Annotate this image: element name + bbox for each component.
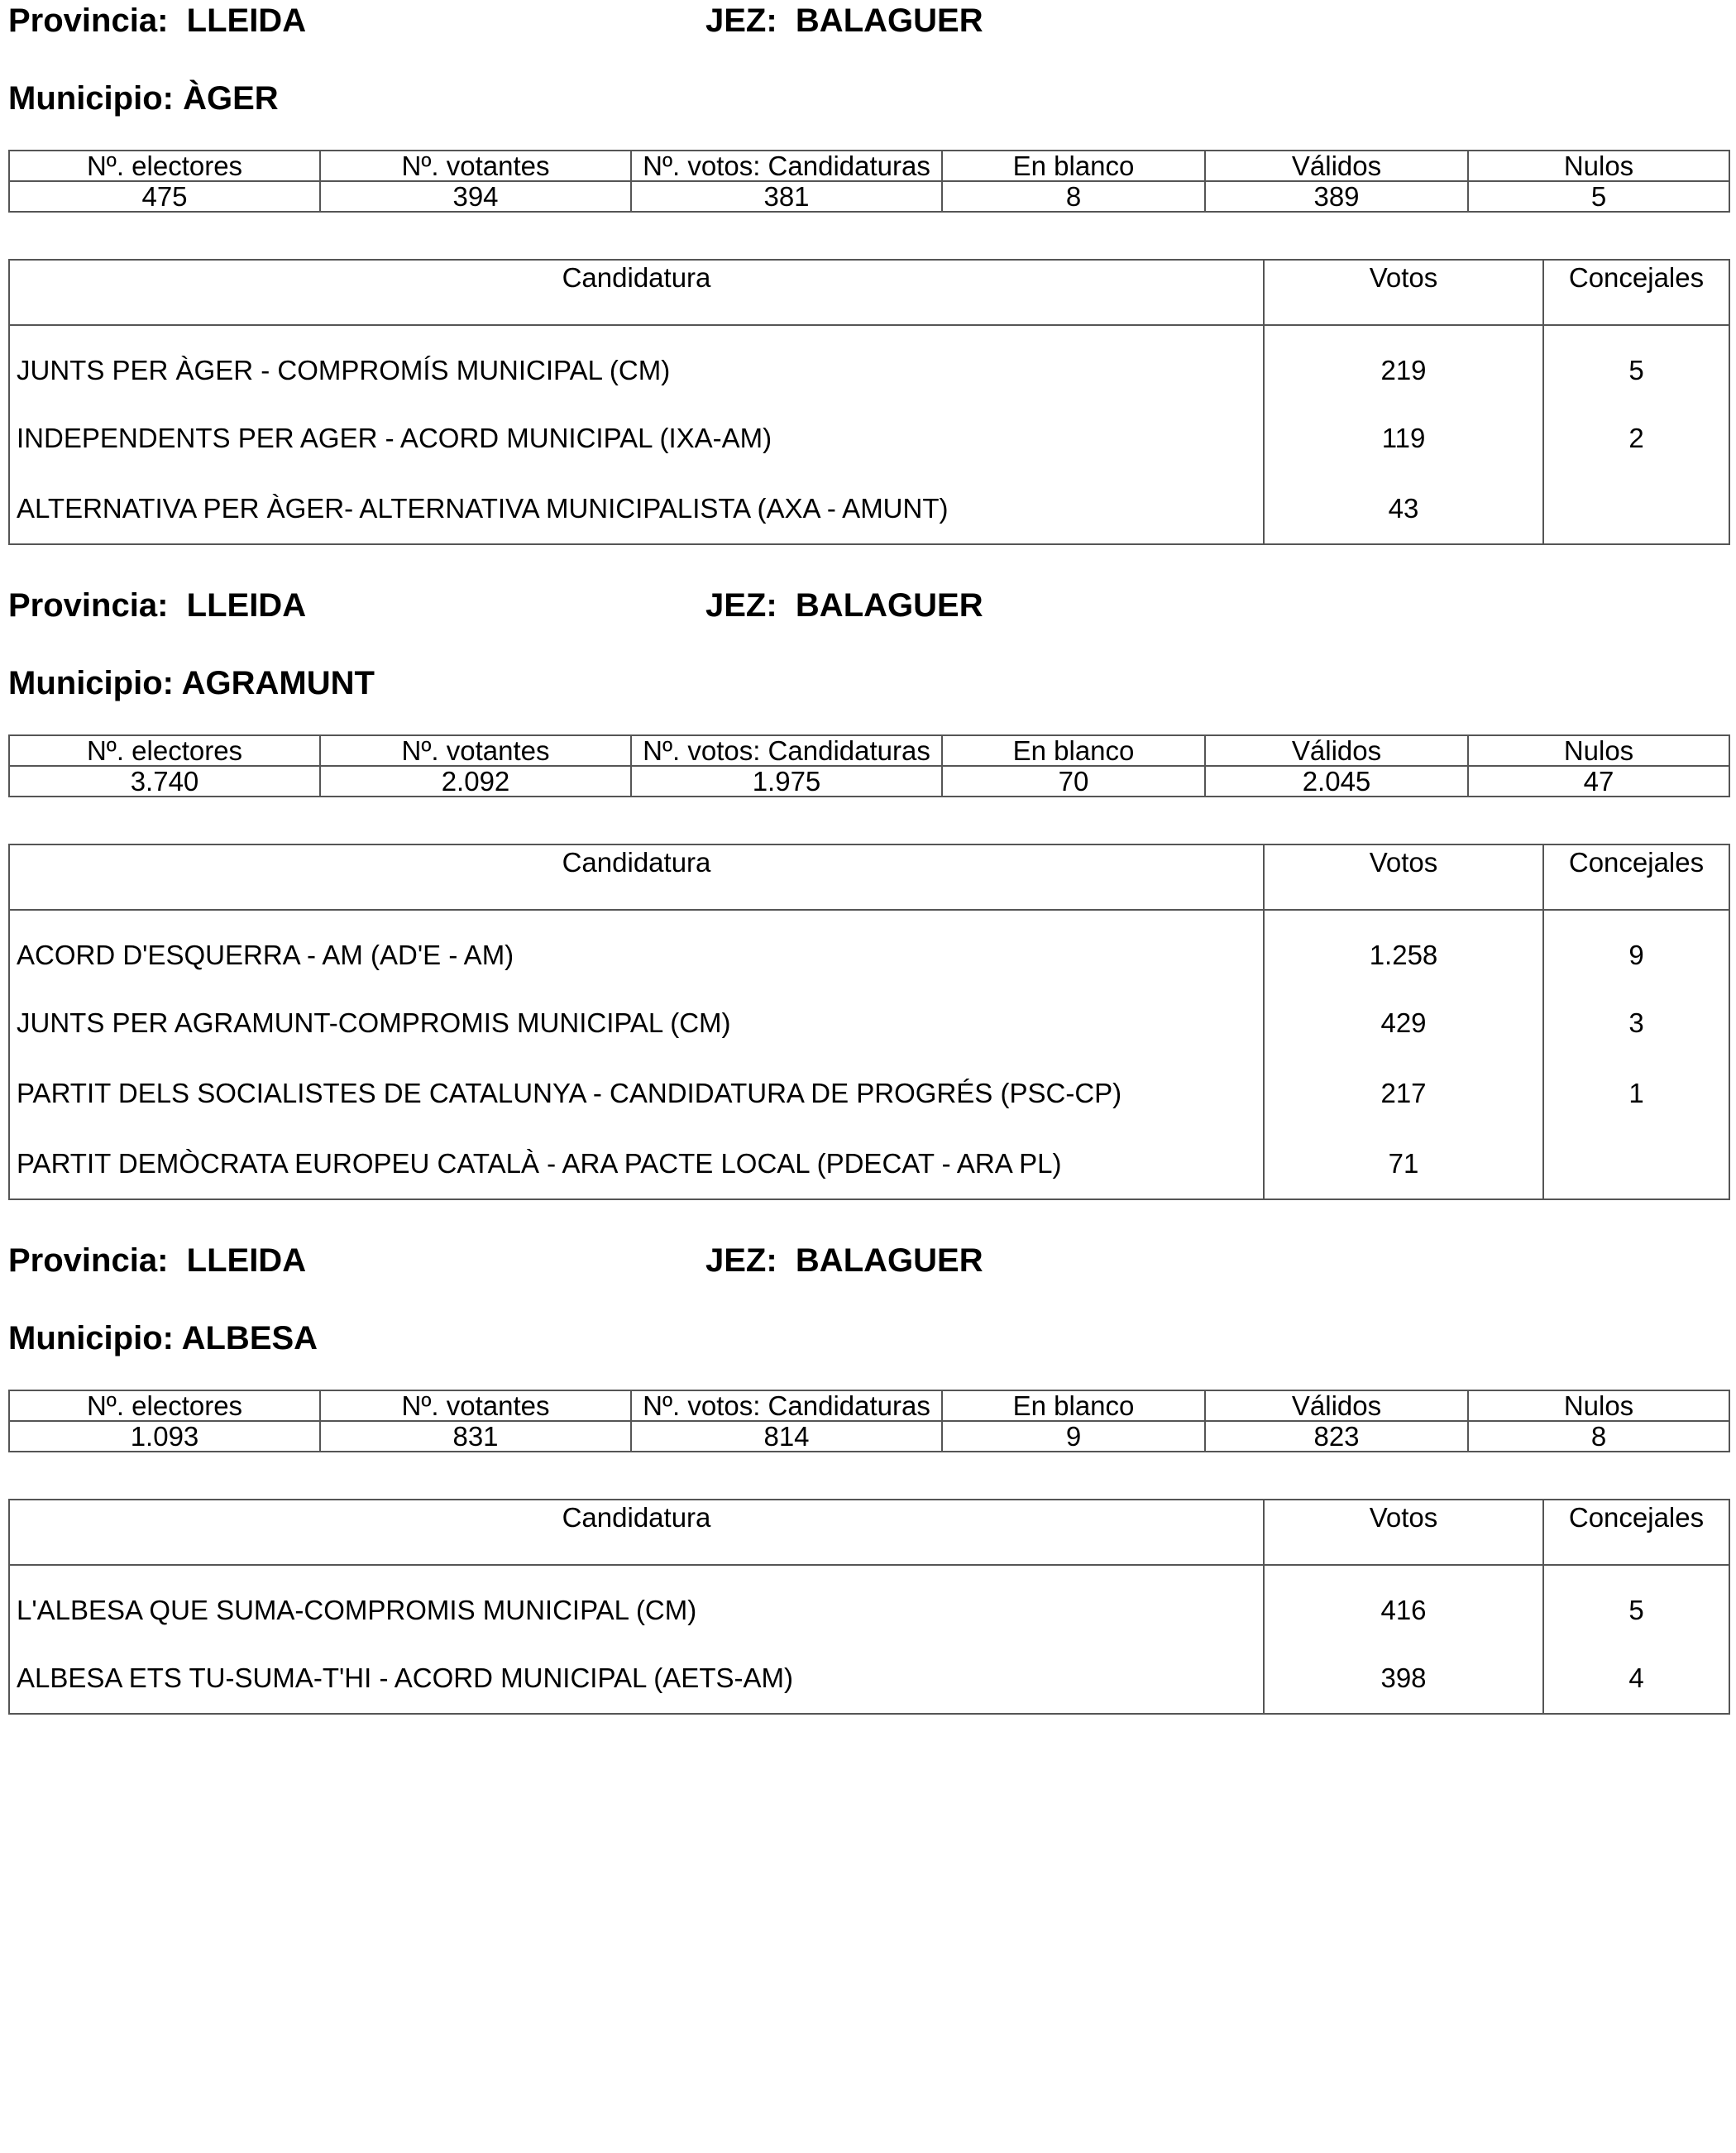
candidatura-row [9, 1565, 1729, 1643]
stats-value-cell: 8 [1468, 1421, 1729, 1452]
candidaturas-header-cell: Concejales [1543, 260, 1729, 325]
jez-label: JEZ: [705, 1242, 777, 1279]
provincia-label: Provincia: [8, 1242, 169, 1279]
jez-label: JEZ: [705, 2, 777, 39]
stats-header-row [9, 151, 1729, 181]
candidatura-row [9, 1128, 1729, 1199]
stats-value-cell: 831 [320, 1421, 631, 1452]
candidatura-votos: 43 [1264, 473, 1543, 544]
candidaturas-table [8, 1499, 1730, 1715]
stats-header-cell: Nulos [1468, 735, 1729, 766]
provincia-heading [8, 589, 306, 622]
candidaturas-header-cell: Concejales [1543, 1500, 1729, 1565]
stats-value-row [9, 1421, 1729, 1452]
municipio-heading [8, 667, 375, 700]
provincia-value: LLEIDA [186, 2, 307, 39]
candidatura-concejales: 3 [1543, 988, 1729, 1058]
candidaturas-header-cell: Votos [1264, 260, 1543, 325]
stats-header-cell: Nº. electores [9, 735, 320, 766]
stats-value-cell: 394 [320, 181, 631, 212]
stats-value-cell: 70 [942, 766, 1205, 797]
candidatura-concejales: 1 [1543, 1058, 1729, 1128]
stats-header-cell: Válidos [1205, 735, 1468, 766]
candidatura-name: INDEPENDENTS PER AGER - ACORD MUNICIPAL (IXA-AM) [9, 403, 1264, 473]
stats-value-cell: 389 [1205, 181, 1468, 212]
municipio-heading [8, 1322, 318, 1355]
stats-table [8, 1390, 1730, 1452]
stats-value-cell: 2.045 [1205, 766, 1468, 797]
stats-header-row [9, 1390, 1729, 1421]
candidatura-row [9, 988, 1729, 1058]
municipio-value: ÀGER [183, 80, 279, 117]
candidaturas-header-cell: Candidatura [9, 1500, 1264, 1565]
candidatura-name: PARTIT DEMÒCRATA EUROPEU CATALÀ - ARA PACTE LOCAL (PDECAT - ARA PL) [9, 1128, 1264, 1199]
candidatura-concejales: 5 [1543, 325, 1729, 403]
provincia-value: LLEIDA [186, 1242, 307, 1279]
stats-header-cell: Nº. votos: Candidaturas [631, 151, 942, 181]
stats-header-cell: Nº. votantes [320, 1390, 631, 1421]
provincia-heading [8, 1244, 306, 1277]
candidatura-concejales: 9 [1543, 910, 1729, 988]
jez-value: BALAGUER [795, 2, 983, 39]
stats-value-cell: 2.092 [320, 766, 631, 797]
stats-value-cell: 8 [942, 181, 1205, 212]
candidatura-name: JUNTS PER ÀGER - COMPROMÍS MUNICIPAL (CM) [9, 325, 1264, 403]
candidatura-votos: 398 [1264, 1643, 1543, 1714]
stats-value-cell: 1.975 [631, 766, 942, 797]
candidatura-concejales: 2 [1543, 403, 1729, 473]
jez-label: JEZ: [705, 587, 777, 624]
candidatura-row [9, 910, 1729, 988]
municipio-label: Municipio: [8, 665, 174, 701]
stats-header-cell: En blanco [942, 151, 1205, 181]
stats-value-cell: 3.740 [9, 766, 320, 797]
stats-value-cell: 381 [631, 181, 942, 212]
stats-value-row [9, 181, 1729, 212]
stats-header-cell: Nulos [1468, 1390, 1729, 1421]
stats-header-cell: En blanco [942, 1390, 1205, 1421]
stats-header-row [9, 735, 1729, 766]
stats-header-cell: Nº. electores [9, 151, 320, 181]
stats-value-cell: 814 [631, 1421, 942, 1452]
candidatura-votos: 71 [1264, 1128, 1543, 1199]
stats-header-cell: Nº. votos: Candidaturas [631, 1390, 942, 1421]
candidatura-name: ALTERNATIVA PER ÀGER- ALTERNATIVA MUNICIPALISTA (AXA - AMUNT) [9, 473, 1264, 544]
candidatura-name: PARTIT DELS SOCIALISTES DE CATALUNYA - CANDIDATURA DE PROGRÉS (PSC-CP) [9, 1058, 1264, 1128]
candidatura-votos: 119 [1264, 403, 1543, 473]
stats-value-cell: 1.093 [9, 1421, 320, 1452]
stats-value-cell: 47 [1468, 766, 1729, 797]
stats-value-row [9, 766, 1729, 797]
provincia-label: Provincia: [8, 587, 169, 624]
candidatura-concejales [1543, 1128, 1729, 1199]
candidatura-concejales: 5 [1543, 1565, 1729, 1643]
jez-value: BALAGUER [795, 587, 983, 624]
candidatura-concejales: 4 [1543, 1643, 1729, 1714]
candidatura-votos: 217 [1264, 1058, 1543, 1128]
candidaturas-table [8, 259, 1730, 545]
stats-header-cell: Nulos [1468, 151, 1729, 181]
candidaturas-header-cell: Votos [1264, 1500, 1543, 1565]
candidaturas-table [8, 844, 1730, 1200]
provincia-value: LLEIDA [186, 587, 307, 624]
stats-value-cell: 475 [9, 181, 320, 212]
candidatura-row [9, 473, 1729, 544]
jez-heading [705, 4, 983, 37]
municipio-value: ALBESA [181, 1320, 318, 1356]
stats-value-cell: 5 [1468, 181, 1729, 212]
jez-heading [705, 1244, 983, 1277]
municipio-label: Municipio: [8, 1320, 174, 1356]
stats-header-cell: Nº. votos: Candidaturas [631, 735, 942, 766]
jez-heading [705, 589, 983, 622]
candidatura-name: L'ALBESA QUE SUMA-COMPROMIS MUNICIPAL (CM) [9, 1565, 1264, 1643]
candidatura-row [9, 403, 1729, 473]
stats-value-cell: 823 [1205, 1421, 1468, 1452]
candidaturas-header-row [9, 1500, 1729, 1565]
candidaturas-header-cell: Votos [1264, 844, 1543, 910]
candidatura-concejales [1543, 473, 1729, 544]
candidatura-name: ALBESA ETS TU-SUMA-T'HI - ACORD MUNICIPAL (AETS-AM) [9, 1643, 1264, 1714]
candidatura-votos: 416 [1264, 1565, 1543, 1643]
candidatura-votos: 1.258 [1264, 910, 1543, 988]
stats-header-cell: Válidos [1205, 151, 1468, 181]
candidaturas-header-cell: Concejales [1543, 844, 1729, 910]
stats-value-cell: 9 [942, 1421, 1205, 1452]
candidaturas-header-cell: Candidatura [9, 844, 1264, 910]
stats-header-cell: Válidos [1205, 1390, 1468, 1421]
stats-table [8, 734, 1730, 797]
municipio-label: Municipio: [8, 80, 174, 117]
candidatura-votos: 219 [1264, 325, 1543, 403]
candidaturas-header-cell: Candidatura [9, 260, 1264, 325]
candidaturas-header-row [9, 844, 1729, 910]
candidatura-votos: 429 [1264, 988, 1543, 1058]
municipio-value: AGRAMUNT [181, 665, 375, 701]
candidaturas-header-row [9, 260, 1729, 325]
stats-header-cell: En blanco [942, 735, 1205, 766]
provincia-heading [8, 4, 306, 37]
candidatura-name: JUNTS PER AGRAMUNT-COMPROMIS MUNICIPAL (CM) [9, 988, 1264, 1058]
municipio-heading [8, 82, 279, 115]
stats-table [8, 150, 1730, 213]
stats-header-cell: Nº. votantes [320, 151, 631, 181]
stats-header-cell: Nº. electores [9, 1390, 320, 1421]
candidatura-row [9, 1643, 1729, 1714]
stats-header-cell: Nº. votantes [320, 735, 631, 766]
candidatura-row [9, 1058, 1729, 1128]
jez-value: BALAGUER [795, 1242, 983, 1279]
candidatura-name: ACORD D'ESQUERRA - AM (AD'E - AM) [9, 910, 1264, 988]
provincia-label: Provincia: [8, 2, 169, 39]
candidatura-row [9, 325, 1729, 403]
